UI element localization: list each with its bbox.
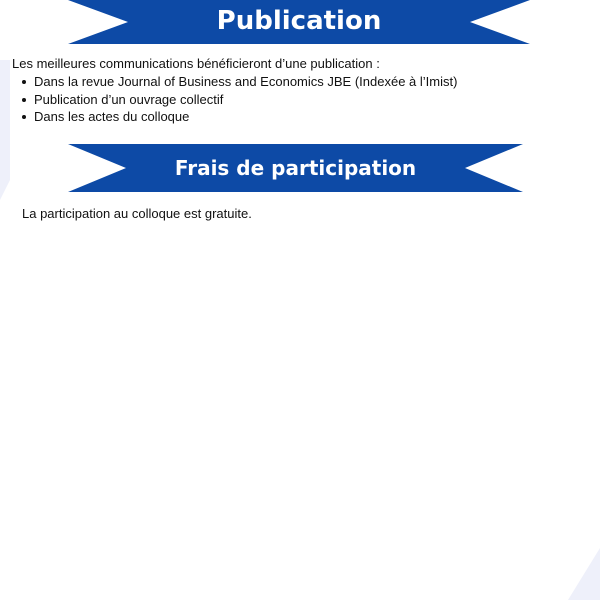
publication-title: Publication — [216, 6, 382, 36]
publication-list — [34, 73, 457, 126]
bottom-right-decor-shape — [568, 548, 600, 600]
list-item: Dans la revue Journal of Business and Economics JBE (Indexée à l’Imist) — [34, 74, 458, 89]
list-item: Publication d’un ouvrage collectif — [34, 91, 457, 109]
frais-title: Frais de participation — [174, 156, 417, 180]
publication-banner — [68, 0, 530, 44]
publication-intro: Les meilleures communications bénéficieront d’une publication : — [12, 56, 380, 71]
left-decor-shape — [0, 60, 10, 200]
frais-text: La participation au colloque est gratuite. — [22, 206, 252, 221]
frais-banner — [68, 144, 523, 192]
list-item: Dans les actes du colloque — [34, 108, 457, 126]
